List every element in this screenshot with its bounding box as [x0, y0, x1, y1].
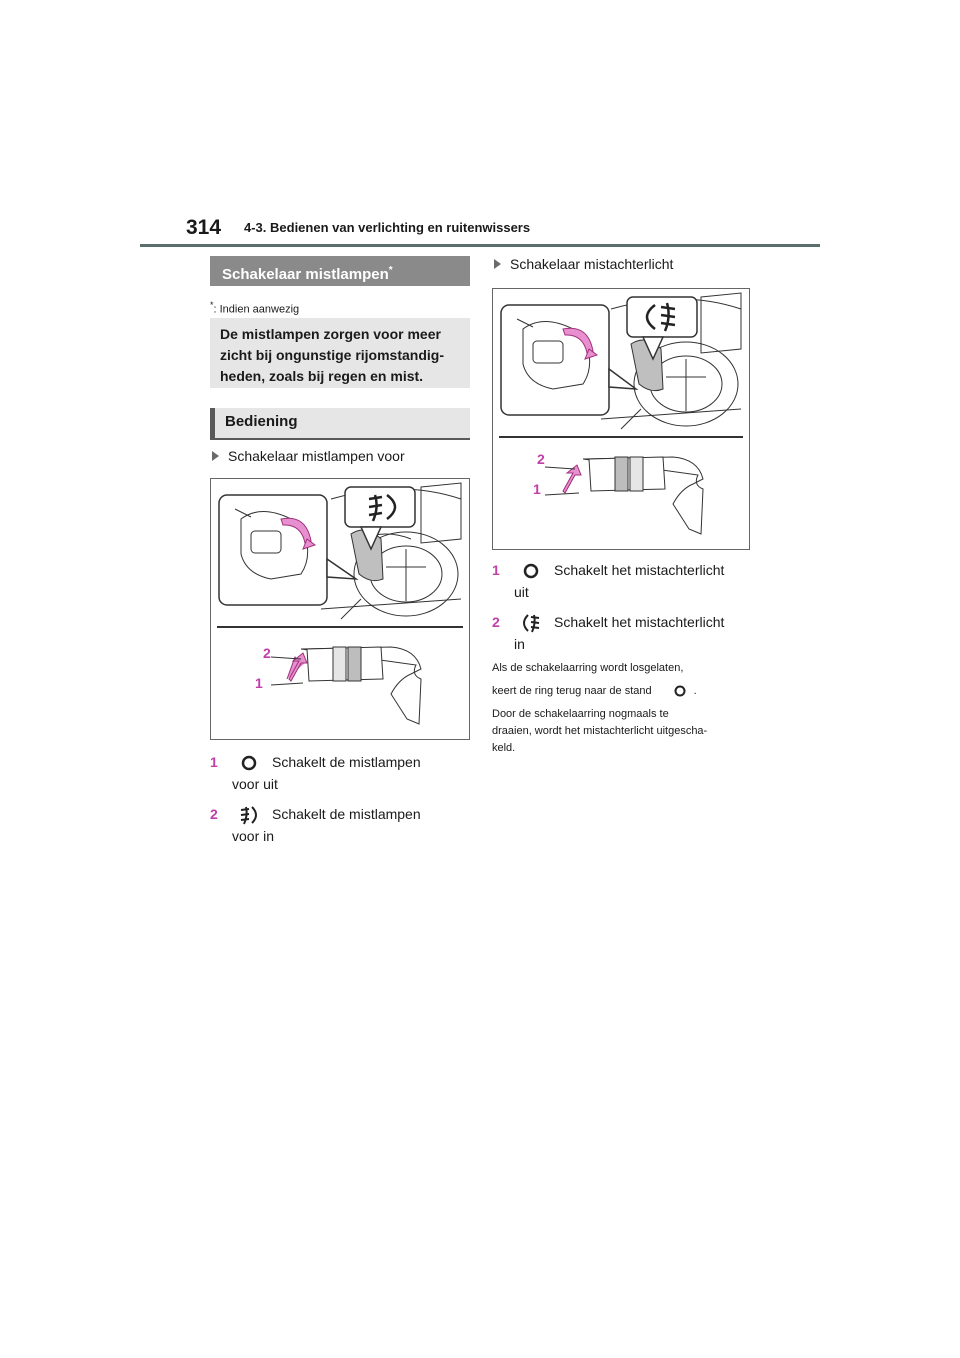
step-text-cont: in — [514, 636, 525, 653]
intro-line: zicht bij ongunstige rijomstandig- — [220, 347, 444, 363]
note-line: keld. — [492, 742, 516, 754]
figure-label-2: 2 — [537, 451, 545, 467]
figure-label-1: 1 — [255, 675, 263, 691]
footnote-text: : Indien aanwezig — [213, 303, 300, 316]
step-number: 1 — [492, 562, 500, 578]
footnote-marker: * — [210, 300, 214, 310]
step-number: 1 — [210, 754, 218, 770]
note-line-end: . — [693, 685, 697, 697]
figure-label-1: 1 — [533, 481, 541, 497]
step-text-cont: voor uit — [232, 776, 278, 793]
note-line-text: keert de ring terug naar de stand — [492, 685, 652, 697]
chapter-title: 4-3. Bedienen van verlichting en ruitenwissers — [244, 220, 531, 235]
step-text-cont: uit — [514, 584, 529, 601]
note-line: Als de schakelaarring wordt losgelaten, — [492, 662, 684, 674]
bullet-triangle-icon — [212, 451, 219, 461]
front-fog-illustration — [210, 478, 470, 740]
header-rule — [140, 244, 820, 247]
rear-fog-heading-text: Schakelaar mistachterlicht — [510, 256, 674, 272]
page-number: 314 — [186, 216, 222, 239]
off-position-icon — [238, 752, 260, 774]
rear-step-1 — [492, 560, 752, 603]
intro-line: De mistlampen zorgen voor meer — [220, 326, 441, 342]
toggle-note — [492, 706, 754, 757]
front-fog-heading — [212, 448, 405, 464]
step-number: 2 — [492, 614, 500, 630]
off-position-icon — [520, 560, 542, 582]
section-title — [210, 256, 470, 286]
footnote — [210, 300, 299, 316]
bullet-triangle-icon — [494, 259, 501, 269]
step-text-cont: voor in — [232, 828, 275, 845]
note-line — [492, 683, 754, 700]
rear-fog-heading — [494, 256, 673, 272]
off-position-icon — [672, 683, 688, 699]
intro-line: heden, zoals bij regen en mist. — [220, 368, 424, 384]
figure-label-2: 2 — [263, 645, 271, 661]
note-line: draaien, wordt het mistachterlicht uitgescha- — [492, 725, 708, 737]
front-step-2 — [210, 804, 470, 847]
section-title-marker: * — [388, 265, 393, 276]
front-step-1 — [210, 752, 470, 795]
release-note — [492, 660, 754, 700]
operation-heading: Bediening — [210, 408, 470, 440]
step-text: Schakelt de mistlampen — [272, 754, 421, 770]
step-text: Schakelt de mistlampen — [272, 806, 421, 822]
rear-fog-illustration — [492, 288, 750, 550]
step-text: Schakelt het mistachterlicht — [554, 562, 725, 578]
front-fog-heading-text: Schakelaar mistlampen voor — [228, 448, 405, 464]
front-fog-light-icon — [238, 804, 260, 826]
step-number: 2 — [210, 806, 218, 822]
rear-step-2 — [492, 612, 752, 655]
rear-fog-light-icon — [520, 612, 542, 634]
section-title-text: Schakelaar mistlampen — [222, 266, 389, 283]
note-line: Door de schakelaarring nogmaals te — [492, 708, 669, 720]
step-text: Schakelt het mistachterlicht — [554, 614, 725, 630]
intro-box — [210, 318, 470, 388]
